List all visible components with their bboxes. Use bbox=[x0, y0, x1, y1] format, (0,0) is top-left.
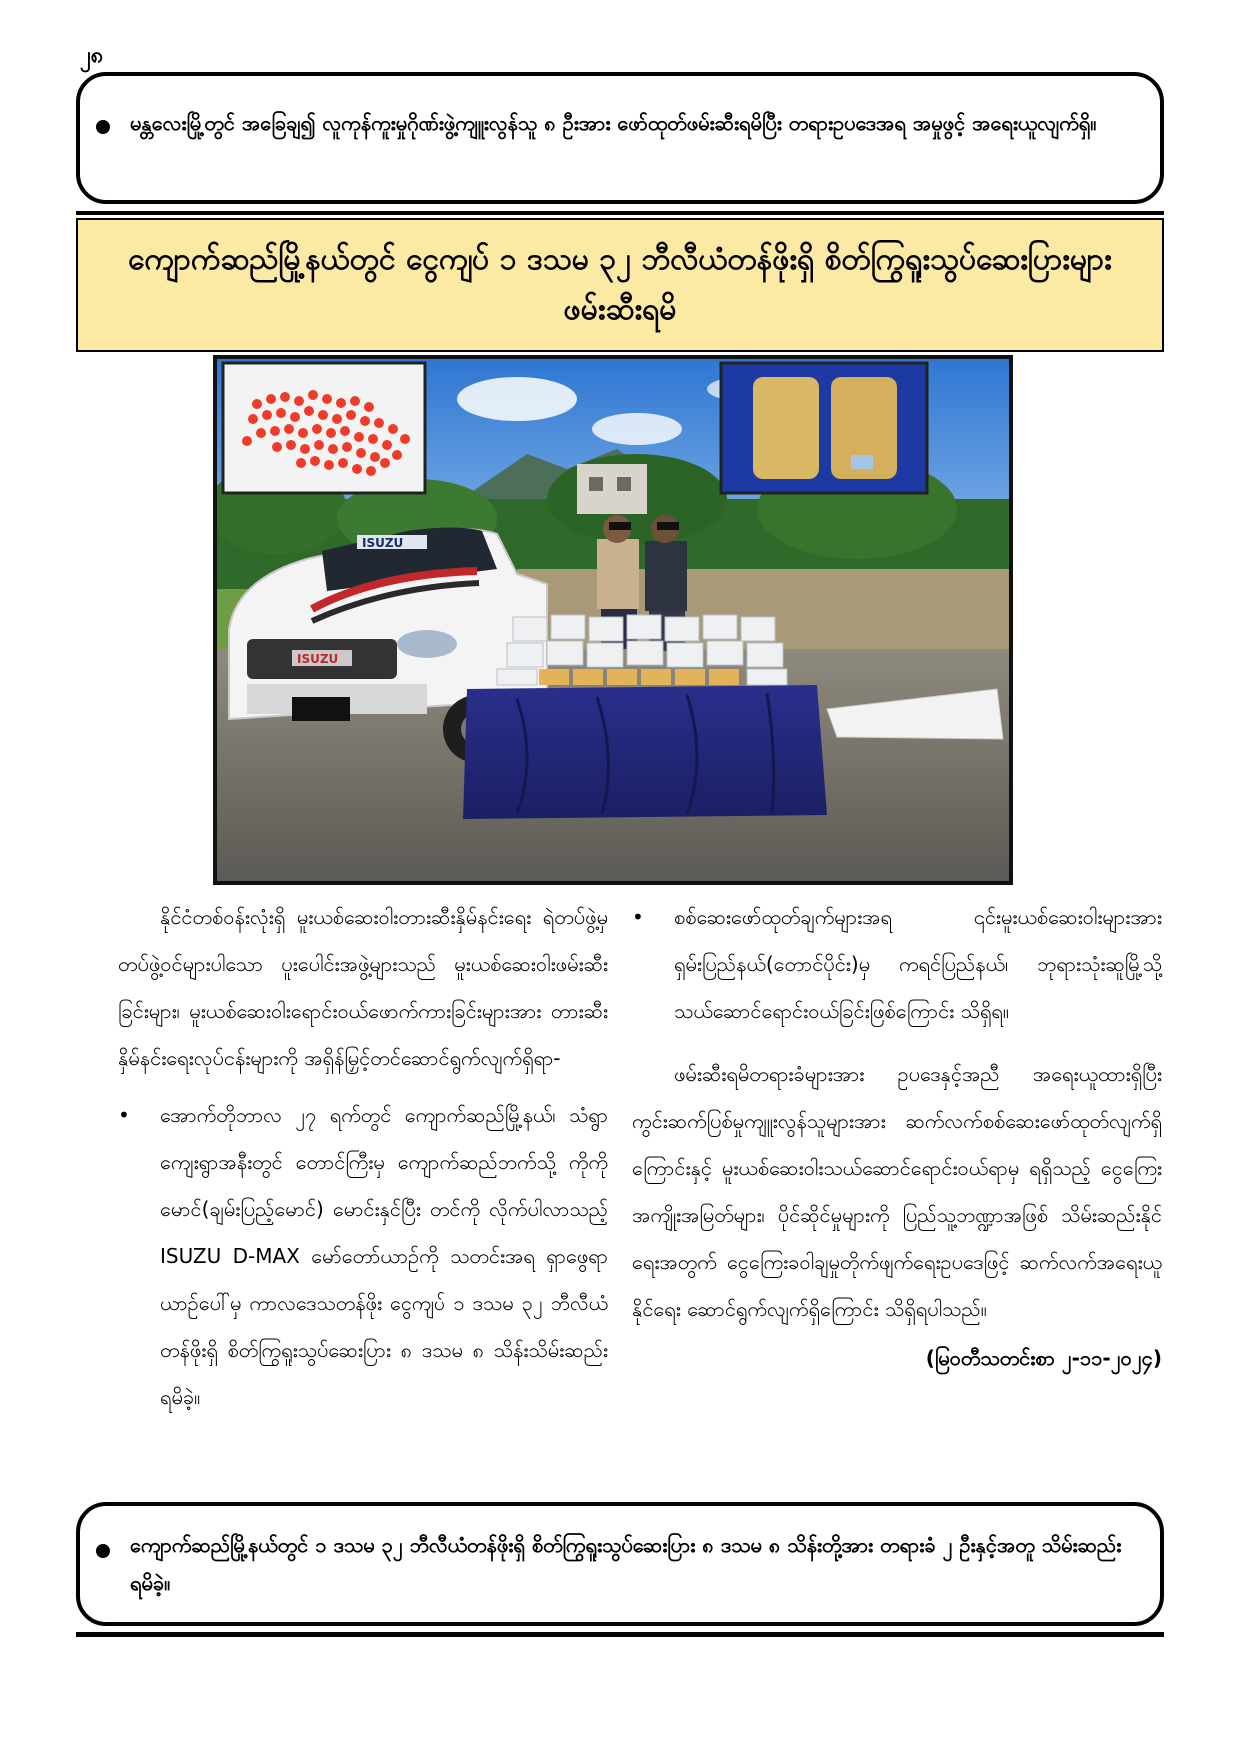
bullet-icon: • bbox=[118, 1103, 130, 1127]
headline-box bbox=[76, 218, 1164, 352]
summary-callout-top bbox=[76, 72, 1164, 204]
list-item bbox=[632, 894, 1162, 1035]
intro-paragraph: နိုင်ငံတစ်ဝန်းလုံးရှိ မူးယစ်ဆေးဝါးတားဆီးနှိမ်နင်းရေး ရဲတပ်ဖွဲ့မှ တပ်ဖွဲ့ဝင်များပါသော ပူးပေါင်းအဖွဲ့များသည် မူးယစ်ဆေးဝါးဖမ်းဆီးခြင်းများ၊ မူးယစ်ဆေးဝါးရောင်းဝယ်ဖောက်ကားခြင်းများအား တားဆီးနှိမ်နင်းရေးလုပ်ငန်းများကို အရှိန်မြှင့်တင်ဆောင်ရွက်လျက်ရှိရာ- bbox=[118, 905, 608, 1070]
news-photo bbox=[213, 355, 1013, 885]
truck-brand-grille: ISUZU bbox=[297, 652, 339, 666]
seizure-scene-illustration bbox=[217, 359, 1009, 881]
source-citation: (မြဝတီသတင်းစာ ၂-၁၁-၂၀၂၄) bbox=[925, 1346, 1162, 1370]
article-column-right bbox=[632, 894, 1162, 1382]
closing-paragraph: ဖမ်းဆီးရမိတရားခံများအား ဥပဒေနှင့်အညီ အရေးယူထားရှိပြီး ကွင်းဆက်ပြစ်မှုကျူးလွန်သူများအား ဆက်လက်စစ်ဆေးဖော်ထုတ်လျက်ရှိကြောင်းနှင့် မူးယစ်ဆေးဝါးသယ်ဆောင်ရောင်းဝယ်ရာမှ ရရှိသည့် ငွေကြေးအကျိုးအမြတ်များ၊ ပိုင်ဆိုင်မှုများကို ပြည်သူ့ဘဏ္ဍာအဖြစ် သိမ်းဆည်းနိုင်ရေးအတွက် ငွေကြေးခဝါချမှုတိုက်ဖျက်ရေးဥပဒေဖြင့် ဆက်လက်အရေးယူနိုင်ရေး ဆောင်ရွက်လျက်ရှိကြောင်း သိရှိရပါသည်။ bbox=[632, 1062, 1162, 1321]
summary-text: မန္တလေးမြို့တွင် အခြေချ၍ လူကုန်ကူးမှုဂိုဏ်းဖွဲ့ကျူးလွန်သူ ၈ ဦးအား ဖော်ထုတ်ဖမ်းဆီးရမိပြီး တရားဥပဒေအရ အမှုဖွင့် အရေးယူလျက်ရှိ။ bbox=[130, 111, 1097, 135]
list-item-text: အောက်တိုဘာလ ၂၇ ရက်တွင် ကျောက်ဆည်မြို့နယ်၊ သံရွာကျေးရွာအနီးတွင် တောင်ကြီးမှ ကျောက်ဆည်ဘက်သို့ ကိုကိုမောင်(ချမ်းပြည့်မောင်) မောင်းနှင်ပြီး တင်ကို လိုက်ပါလာသည့် ISUZU D-MAX မော်တော်ယာဉ်ကို သတင်းအရ ရှာဖွေရာ ယာဉ်ပေါ်မှ ကာလဒေသတန်ဖိုး ငွေကျပ် ၁ ဒသမ ၃၂ ဘီလီယံတန်ဖိုးရှိ စိတ်ကြွရူးသွပ်ဆေးပြား ၈ ဒသမ ၈ သိန်းသိမ်းဆည်း ရမိခဲ့။ bbox=[160, 1103, 608, 1409]
truck-brand-windshield: ISUZU bbox=[362, 536, 404, 550]
bullet-icon: • bbox=[632, 905, 644, 929]
summary-text: ကျောက်ဆည်မြို့နယ်တွင် ၁ ဒသမ ၃၂ ဘီလီယံတန်ဖိုးရှိ စိတ်ကြွရူးသွပ်ဆေးပြား ၈ ဒသမ ၈ သိန်းတို့အား တရားခံ ၂ ဦးနှင့်အတူ သိမ်းဆည်းရမိခဲ့။ bbox=[130, 1533, 1122, 1595]
bullet-icon bbox=[96, 120, 110, 134]
divider-rule bbox=[76, 211, 1164, 215]
divider-rule bbox=[76, 1632, 1164, 1637]
bullet-icon bbox=[96, 1544, 110, 1558]
page-number: ၂၈ bbox=[80, 43, 104, 68]
summary-callout-bottom bbox=[76, 1502, 1164, 1626]
list-item-text: စစ်ဆေးဖော်ထုတ်ချက်များအရ ၎င်းမူးယစ်ဆေးဝါးများအား ရှမ်းပြည်နယ်(တောင်ပိုင်း)မှ ကရင်ပြည်နယ်၊ ဘုရားသုံးဆူမြို့သို့ သယ်ဆောင်ရောင်းဝယ်ခြင်းဖြစ်ကြောင်း သိရှိရ။ bbox=[674, 905, 1162, 1023]
list-item bbox=[118, 1092, 608, 1421]
headline-text: ကျောက်ဆည်မြို့နယ်တွင် ငွေကျပ် ၁ ဒသမ ၃၂ ဘီလီယံတန်ဖိုးရှိ စိတ်ကြွရူးသွပ်ဆေးပြားများ ဖမ်းဆီးရမိ bbox=[128, 242, 1112, 327]
article-column-left bbox=[118, 894, 608, 1421]
